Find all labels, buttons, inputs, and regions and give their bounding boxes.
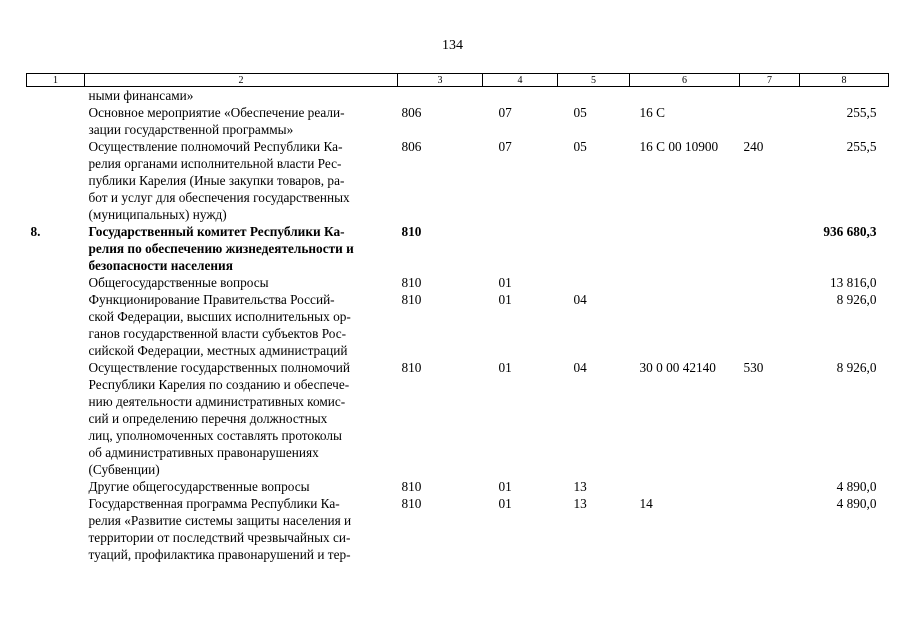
expense-type-code: 240 [743, 139, 764, 154]
expense-type-code [740, 495, 800, 563]
item-name-line: территории от последствий чрезвычайных си- [88, 530, 351, 545]
column-header-2: 2 [85, 74, 398, 87]
item-name-line: релия «Развитие системы защиты населения и [88, 513, 352, 528]
expense-type-code [740, 478, 800, 495]
item-name-line: Общегосударственные вопросы [88, 275, 269, 290]
administrator-code: 806 [401, 105, 422, 120]
item-name-line: об административных правонарушениях [88, 445, 319, 460]
page-number: 134 [442, 38, 463, 53]
item-name-line: сий и определению перечня должностных [88, 411, 328, 426]
item-name [85, 274, 398, 291]
item-name-line: Республики Карелия по созданию и обеспече- [88, 377, 350, 392]
item-name [85, 478, 398, 495]
item-name-line: Осуществление полномочий Республики Ка- [88, 139, 343, 154]
amount-value: 4 890,0 [836, 479, 877, 494]
item-name-line: публики Карелия (Иные закупки товаров, ра- [88, 173, 345, 188]
administrator-code [398, 87, 483, 105]
administrator-code: 810 [401, 275, 422, 290]
item-name-line: бот и услуг для обеспечения государственных [88, 190, 350, 205]
amount-value: 8 926,0 [836, 360, 877, 375]
target-article-code [630, 291, 740, 359]
item-name-line: Государственная программа Республики Ка- [88, 496, 340, 511]
expense-type-code [740, 104, 800, 138]
budget-table [26, 73, 889, 563]
row-number [27, 274, 85, 291]
column-header-4: 4 [483, 74, 558, 87]
item-name [85, 495, 398, 563]
table-row [27, 223, 889, 274]
amount-value: 4 890,0 [836, 496, 877, 511]
item-name-line: релия органами исполнительной власти Рес- [88, 156, 342, 171]
table-row [27, 291, 889, 359]
subsection-code: 05 [573, 139, 587, 154]
item-name-line: Государственный комитет Республики Ка- [88, 224, 345, 239]
item-name-line: релия по обеспечению жизнедеятельности и [88, 241, 354, 256]
amount-value: 936 680,3 [823, 224, 877, 239]
target-article-code [630, 274, 740, 291]
item-name-line: зации государственной программы» [88, 122, 294, 137]
table-body [27, 87, 889, 564]
item-name-line: (Субвенции) [88, 462, 160, 477]
table-row [27, 495, 889, 563]
expense-type-code [740, 291, 800, 359]
row-number [27, 291, 85, 359]
expense-type-code: 530 [743, 360, 764, 375]
row-number [27, 104, 85, 138]
item-name-line: Осуществление государственных полномочий [88, 360, 351, 375]
amount-value: 255,5 [846, 105, 877, 120]
row-number [27, 495, 85, 563]
section-code: 01 [498, 479, 512, 494]
column-header-7: 7 [740, 74, 800, 87]
expense-type-code [740, 223, 800, 274]
section-code: 01 [498, 275, 512, 290]
item-name-line: сийской Федерации, местных администраций [88, 343, 348, 358]
item-name [85, 138, 398, 223]
item-name [85, 291, 398, 359]
section-code [483, 87, 558, 105]
expense-type-code [740, 87, 800, 105]
subsection-code: 05 [573, 105, 587, 120]
administrator-code: 810 [401, 496, 422, 511]
section-code: 01 [498, 292, 512, 307]
table-row [27, 138, 889, 223]
subsection-code [558, 87, 630, 105]
subsection-code [558, 274, 630, 291]
administrator-code: 810 [401, 479, 422, 494]
subsection-code: 04 [573, 360, 587, 375]
administrator-code: 810 [401, 360, 422, 375]
row-number [27, 359, 85, 478]
section-code: 07 [498, 105, 512, 120]
administrator-code: 810 [401, 224, 422, 239]
amount-value: 13 816,0 [829, 275, 877, 290]
column-header-6: 6 [630, 74, 740, 87]
column-number-header-row [27, 74, 889, 87]
item-name-line: безопасности населения [88, 258, 233, 273]
amount-value: 255,5 [846, 139, 877, 154]
subsection-code: 04 [573, 292, 587, 307]
subsection-code [558, 223, 630, 274]
table-row [27, 359, 889, 478]
administrator-code: 810 [401, 292, 422, 307]
subsection-code: 13 [573, 479, 587, 494]
row-number: 8. [30, 224, 41, 239]
row-number [27, 87, 85, 105]
item-name-line: лиц, уполномоченных составлять протоколы [88, 428, 342, 443]
column-header-3: 3 [398, 74, 483, 87]
table-row [27, 87, 889, 105]
item-name [85, 87, 398, 105]
section-code: 01 [498, 496, 512, 511]
row-number [27, 138, 85, 223]
target-article-code [630, 87, 740, 105]
section-code: 07 [498, 139, 512, 154]
column-header-8: 8 [800, 74, 889, 87]
item-name-line: ганов государственной власти субъектов Рос- [88, 326, 347, 341]
subsection-code: 13 [573, 496, 587, 511]
item-name [85, 104, 398, 138]
item-name-line: Функционирование Правительства Россий- [88, 292, 335, 307]
table-row [27, 274, 889, 291]
amount-value [800, 87, 889, 105]
item-name-line: Другие общегосударственные вопросы [88, 479, 310, 494]
item-name [85, 223, 398, 274]
item-name-line: туаций, профилактика правонарушений и тер- [88, 547, 351, 562]
column-header-5: 5 [558, 74, 630, 87]
section-code: 01 [498, 360, 512, 375]
table-row [27, 478, 889, 495]
column-header-1: 1 [27, 74, 85, 87]
amount-value: 8 926,0 [836, 292, 877, 307]
target-article-code: 14 [639, 496, 653, 511]
item-name-line: ными финансами» [88, 88, 194, 103]
row-number [27, 478, 85, 495]
target-article-code: 16 С 00 10900 [639, 139, 719, 154]
item-name-line: (муниципальных) нужд) [88, 207, 227, 222]
target-article-code: 16 С [639, 105, 665, 120]
administrator-code: 806 [401, 139, 422, 154]
target-article-code [630, 478, 740, 495]
item-name-line: Основное мероприятие «Обеспечение реали- [88, 105, 345, 120]
item-name-line: нию деятельности административных комис- [88, 394, 346, 409]
section-code [483, 223, 558, 274]
item-name [85, 359, 398, 478]
expense-type-code [740, 274, 800, 291]
table-row [27, 104, 889, 138]
target-article-code [630, 223, 740, 274]
target-article-code: 30 0 00 42140 [639, 360, 716, 375]
item-name-line: ской Федерации, высших исполнительных ор- [88, 309, 351, 324]
